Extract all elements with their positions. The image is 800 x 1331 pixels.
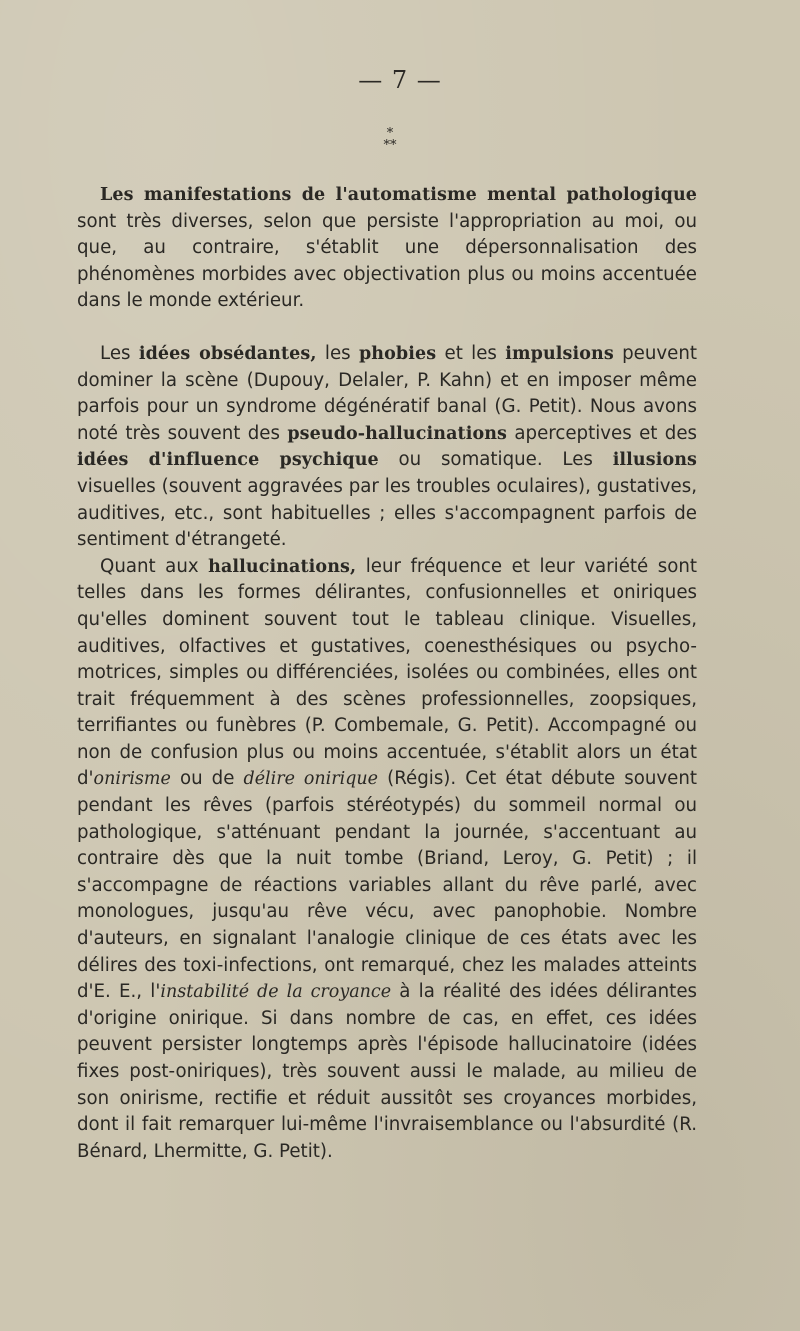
page-number: — 7 —: [358, 66, 442, 94]
italic-term: délire onirique: [243, 769, 379, 790]
italic-term: onirisme: [93, 769, 171, 790]
text-run: sont très diverses, selon que persiste l'appropriation au moi, ou que, au contraire, s'établit une dépersonnalisation des phénomènes morbides avec objectivation plus ou moins accentuée dans le monde extérieur.: [77, 210, 697, 312]
body-text: [77, 182, 697, 1165]
text-run: Les: [100, 342, 139, 364]
bold-term: impulsions: [505, 343, 614, 364]
text-run: leur fréquence et leur variété sont telles dans les formes délirantes, confusionnelles et oniriques qu'elles dominent souvent tout le tableau clinique. Visuelles, auditives, olfactives et gustatives, coenesthésiques ou psycho-motrices, simples ou différenciées, isolées ou combinées, elles ont trait fréquemment à des scènes professionnelles, zoopsiques, terrifiantes ou funèbres (P. Combemale, G. Petit). Accompagné ou non de confusion plus ou moins accentuée, s'établit alors un état d': [77, 555, 697, 790]
text-run: et les: [436, 342, 506, 364]
bold-term: idées d'influence psychique: [77, 450, 379, 471]
italic-term: instabilité de la croyance: [160, 982, 392, 1003]
text-run: peuvent dominer la scène (Dupouy, Delaler, P. Kahn) et en imposer même parfois pour un syndrome dégénératif banal (G. Petit). Nous avons noté très souvent des: [77, 342, 697, 444]
text-run: aperceptives et des: [507, 422, 697, 444]
bold-term: Les manifestations de l'automatisme mental pathologique: [100, 185, 697, 205]
paragraph-1: [77, 182, 697, 315]
asterism-top: *: [386, 126, 394, 141]
paragraph-2: [77, 341, 697, 554]
bold-term: phobies: [358, 343, 437, 364]
text-run: visuelles (souvent aggravées par les troubles oculaires), gustatives, auditives, etc., sont habituelles ; elles s'accompagnent parfois de sentiment d'étrangeté.: [77, 475, 697, 551]
bold-term: pseudo-hallucinations: [287, 423, 507, 444]
text-run: ou de: [170, 768, 244, 790]
text-run: les: [316, 342, 359, 364]
bold-term: idées obsédantes,: [138, 343, 317, 364]
text-run: (Régis). Cet état débute souvent pendant les rêves (parfois stéréotypés) du sommeil normal ou pathologique, s'atténuant pendant la journée, s'accentuant au contraire dès que la nuit tombe (Briand, Leroy, G. Petit) ; il s'accompagne de réactions variables allant du rêve parlé, avec monologues, jusqu'au rêve vécu, avec panophobie. Nombre d'auteurs, en signalant l'analogie clinique de ces états avec les délires des toxi-infections, ont remarqué, chez les malades atteints d'E. E., l': [77, 768, 698, 1003]
text-run: Quant aux: [100, 555, 209, 577]
bold-term: illusions: [612, 450, 698, 471]
text-run: à la réalité des idées délirantes d'origine onirique. Si dans nombre de cas, en effet, ces idées peuvent persister longtemps après l'épisode hallucinatoire (idées fixes post-oniriques), très souvent aussi le malade, au milieu de son onirisme, rectifie et réduit aussitôt ses croyances morbides, dont il fait remarquer lui-même l'invraisemblance ou l'absurdité (R. Bénard, Lhermitte, G. Petit).: [77, 981, 697, 1162]
section-asterism: [0, 128, 780, 152]
text-run: ou somatique. Les: [378, 449, 613, 471]
bold-term: hallucinations,: [208, 556, 357, 577]
paragraph-3: [77, 554, 697, 1166]
asterism-bottom: **: [383, 138, 397, 153]
